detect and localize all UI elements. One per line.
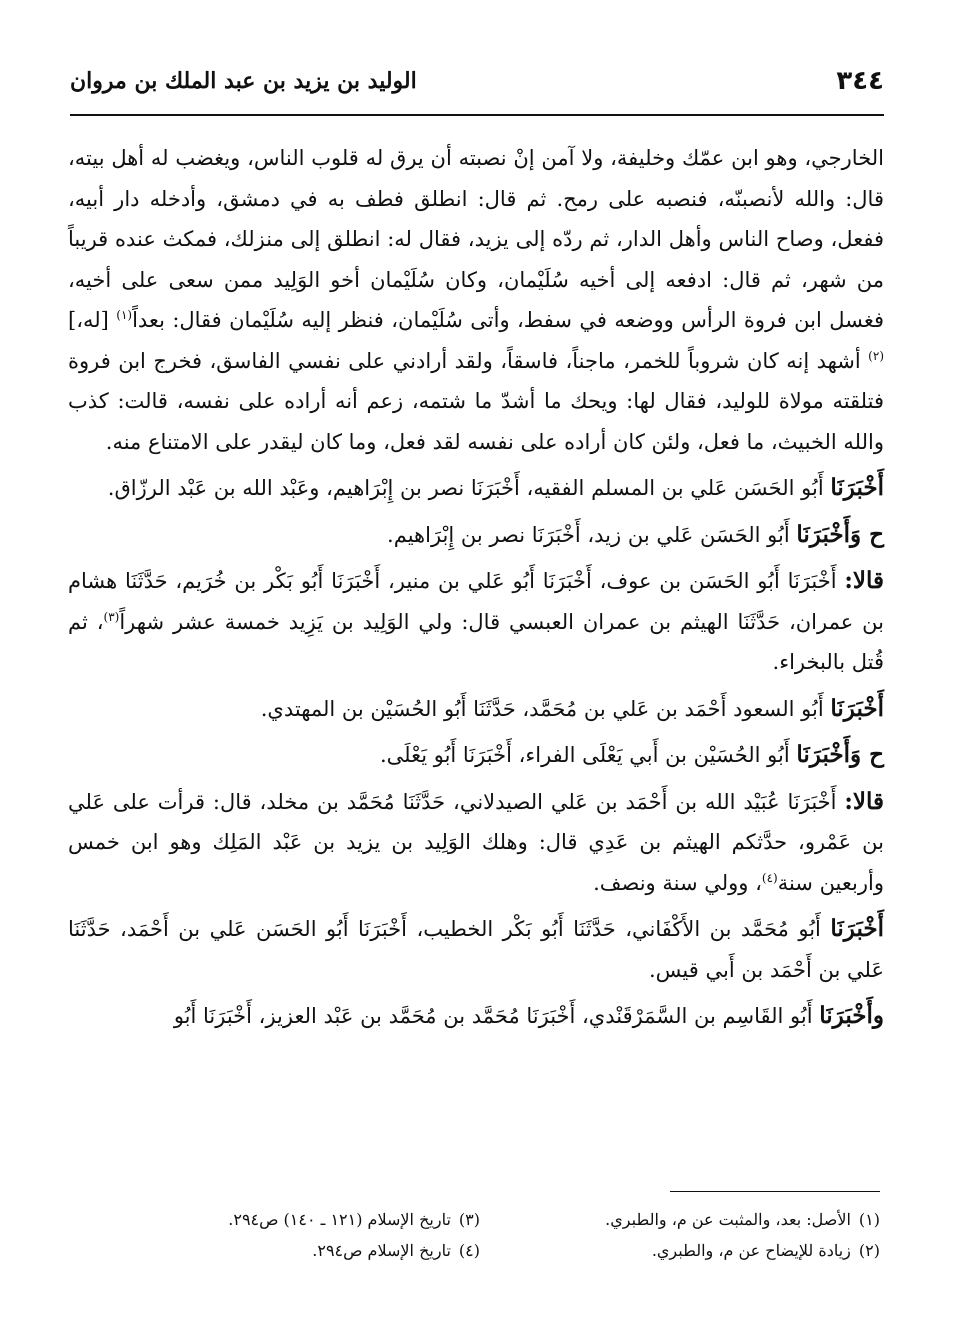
footnote-text: تاريخ الإسلام ص٢٩٤.	[312, 1241, 451, 1260]
footnote-number: (٣)	[458, 1210, 480, 1229]
page-number: ٣٤٤	[836, 66, 884, 96]
text-span: الخارجي، وهو ابن عمّك وخليفة، ولا آمن إنْ نصبته أن يرق له قلوب الناس، ويغضب له أهل بيته، قال: والله لأنصبنّه، فنصبه على رمح. ثم قال: انطلق فطف به في دمشق، وأدخله دار أبيه، ففعل، وصاح الناس وأهل الدار، ثم ردّه إلى يزيد، فقال له: انطلق إلى منزلك، فمكث عنده قريباً من شهر، ثم قال: ادفعه إلى أخيه سُلَيْمان، وكان سُلَيْمان أخو الوَلِيد ممن سعى على أخيه، فغسل ابن فروة الرأس ووضعه في سفط، وأتى سُلَيْمان، فنظر إليه سُلَيْمان فقال: بعداً	[68, 146, 885, 332]
paragraph	[68, 689, 884, 730]
paragraph	[68, 561, 884, 683]
paragraph	[68, 735, 884, 776]
text-span: أَبُو القَاسِم بن السَّمَرْقَنْدي، أَخْبَرَنَا مُحَمَّد بن مُحَمَّد بن عَبْد العزيز، أَخْبَرَنَا أَبُو	[173, 1004, 820, 1028]
footnote-number: (١)	[858, 1210, 880, 1229]
isnad-lead: أَخْبَرَنَا	[830, 694, 884, 722]
isnad-lead: قالا:	[844, 567, 884, 594]
paragraph	[68, 515, 884, 556]
text-span: أَبُو الحَسَن عَلي بن زيد، أَخْبَرَنَا نصر بن إِبْرَاهيم.	[387, 522, 797, 547]
text-span: [له،]	[68, 308, 117, 332]
text-span: أَبُو الحُسَيْن بن أَبي يَعْلَى الفراء، أَخْبَرَنَا أَبُو يَعْلَى.	[379, 743, 797, 767]
footnote-item	[550, 1235, 880, 1266]
paragraph	[68, 138, 884, 462]
footnote-item	[150, 1235, 480, 1266]
text-span: أَخْبَرَنَا أَبُو الحَسَن بن عوف، أَخْبَرَنَا أَبُو عَلي بن منير، أَخْبَرَنَا أَبُو بَكْر بن خُرَيم، حَدَّثَنَا هشام بن عمران، حَدَّثَنَا الهيثم بن عمران العبسي قال: ولي الوَلِيد بن يَزِيد خمسة عشر شهراً	[68, 569, 885, 634]
main-text	[68, 138, 884, 1043]
text-span: أَبُو الحَسَن عَلي بن المسلم الفقيه، أَخْبَرَنَا نصر بن إِبْرَاهيم، وعَبْد الله بن عَبْد الرزّاق.	[107, 476, 831, 500]
paragraph	[68, 782, 884, 904]
paragraph	[68, 909, 884, 990]
footnote-item	[150, 1204, 480, 1235]
footnote-item	[550, 1204, 880, 1235]
isnad-lead: وأَخْبَرَنَا	[819, 1002, 884, 1029]
isnad-lead: ح وَأَخْبَرَنَا	[796, 741, 884, 768]
page-header	[70, 62, 884, 110]
header-rule	[70, 114, 884, 116]
text-span: أَبُو السعود أَحْمَد بن عَلي بن مُحَمَّد، حَدَّثَنَا أَبُو الحُسَيْن بن المهتدي.	[260, 696, 831, 721]
footnote-ref: (٢)	[868, 348, 884, 363]
paragraph	[68, 468, 884, 509]
isnad-lead: ح وَأَخْبَرَنَا	[796, 520, 884, 548]
text-span: أشهد إنه كان شروباً للخمر، ماجناً، فاسقاً، ولقد أرادني على نفسي الفاسق، فخرج ابن فروة فتلقته مولاة للوليد، فقال لها: ويحك ما أشدّ ما شتمه، زعم أنه أراده على نفسه، قالت: كذب والله الخبيث، ما فعل، ولئن كان أراده على نفسه لقد فعل، وما كان ليقدر على الامتناع منه.	[68, 348, 884, 454]
footnote-text: تاريخ الإسلام (١٢١ ـ ١٤٠) ص٢٩٤.	[228, 1210, 451, 1229]
text-span: أَبُو مُحَمَّد بن الأَكْفَاني، حَدَّثَنَا أَبُو بَكْر الخطيب، أَخْبَرَنَا أَبُو الحَسَن عَلي بن أَحْمَد، حَدَّثَنَا عَلي بن أَحْمَد بن أَبي قيس.	[68, 917, 884, 982]
running-title: الوليد بن يزيد بن عبد الملك بن مروان	[70, 68, 417, 94]
paragraph	[68, 996, 884, 1037]
footnote-number: (٢)	[858, 1241, 880, 1260]
text-span: أَخْبَرَنَا عُبَيْد الله بن أَحْمَد بن عَلي الصيدلاني، حَدَّثَنَا مُحَمَّد بن مخلد، قال: قرأت على عَلي بن عَمْرو، حدَّثكم الهيثم بن عَدِي قال: وهلك الوَلِيد بن يزيد بن عَبْد المَلِك وهو ابن خمس وأربعين سنة	[68, 789, 884, 895]
isnad-lead: أَخْبَرَنَا	[830, 915, 884, 942]
footnote-column-left	[150, 1204, 480, 1266]
isnad-lead: قالا:	[844, 787, 884, 815]
footnote-text: زيادة للإيضاح عن م، والطبري.	[651, 1241, 851, 1260]
footnote-ref: (١)	[116, 308, 133, 322]
isnad-lead: أَخْبَرَنَا	[830, 474, 884, 501]
text-span: ، ثم قُتل بالبخراء.	[68, 609, 884, 674]
footnote-rule	[670, 1191, 880, 1192]
footnote-column-right	[550, 1204, 880, 1266]
footnote-ref: (٣)	[103, 609, 120, 624]
footnote-text: الأصل: بعد، والمثبت عن م، والطبري.	[605, 1210, 851, 1229]
text-span: ، وولي سنة ونصف.	[593, 870, 762, 895]
footnote-number: (٤)	[458, 1241, 480, 1260]
footnote-ref: (٤)	[761, 870, 778, 885]
